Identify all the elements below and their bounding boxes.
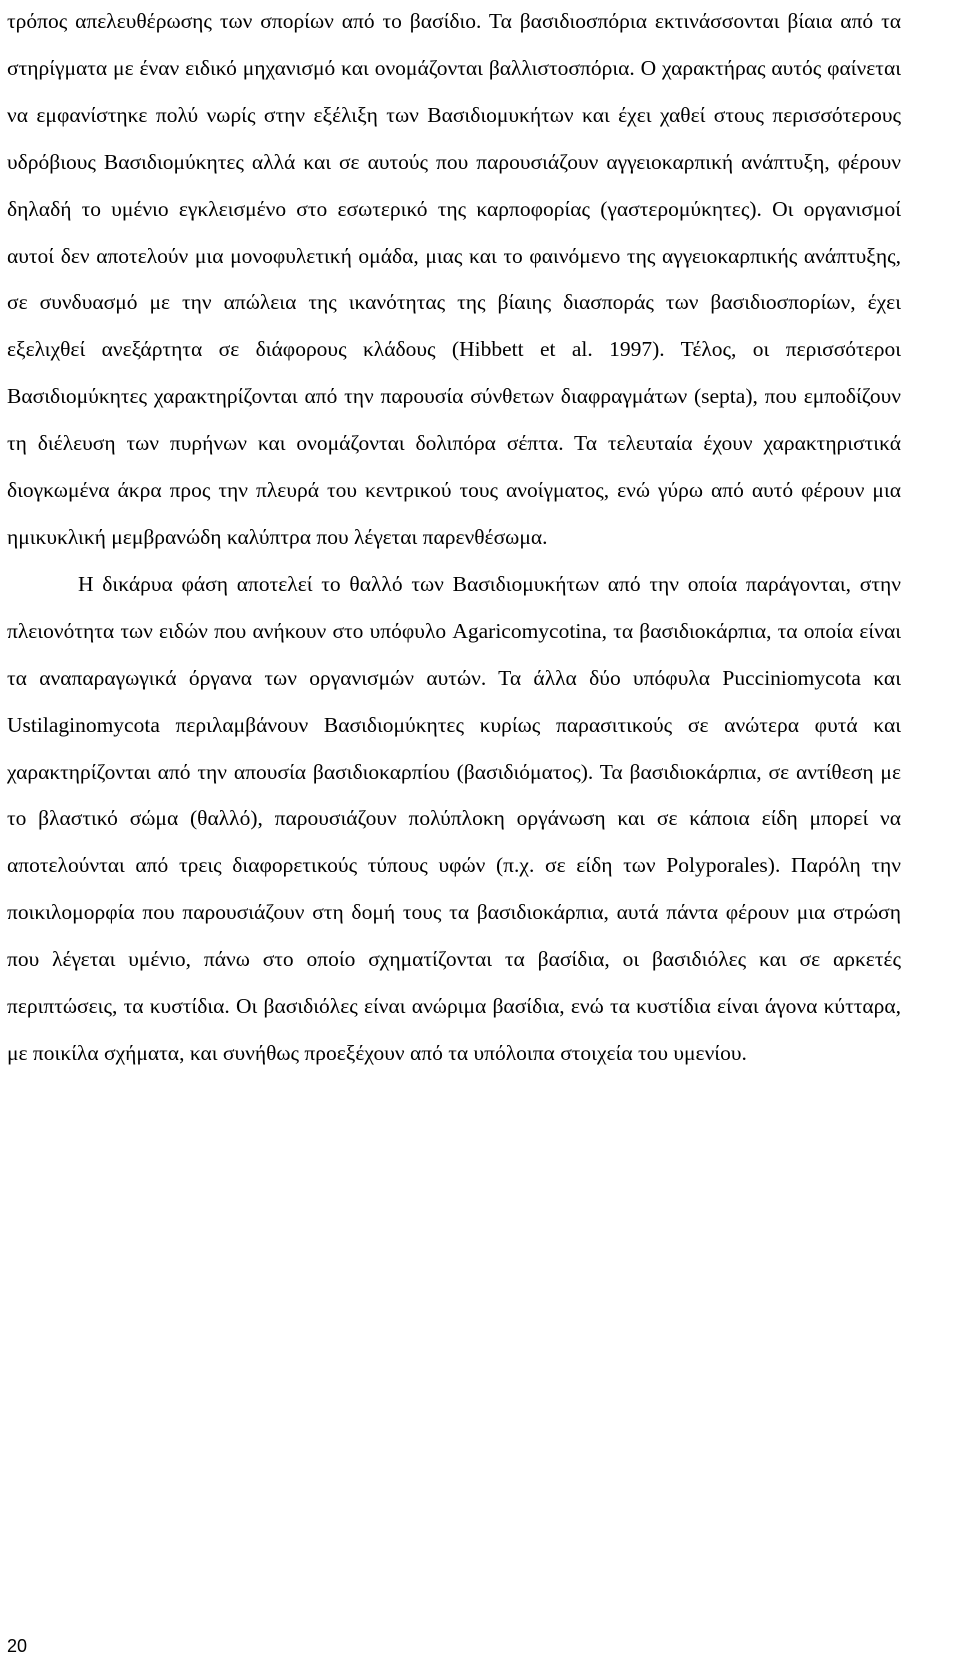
body-text: [7, 0, 901, 1077]
page-number: 20: [7, 1636, 28, 1656]
paragraph-continued: τρόπος απελευθέρωσης των σπορίων από το βασίδιο. Τα βασιδιοσπόρια εκτινάσσονται βίαια από τα στηρίγματα με έναν ειδικό μηχανισμό και ονομάζονται βαλλιστοσπόρια. Ο χαρακτήρας αυτός φαίνεται να εμφανίστηκε πολύ νωρίς στην εξέλιξη των Βασιδιομυκήτων και έχει χαθεί στους περισσότερους υδρόβιους Βασιδιομύκητες αλλά και σε αυτούς που παρουσιάζουν αγγειοκαρπική ανάπτυξη, φέρουν δηλαδή το υμένιο εγκλεισμένο στο εσωτερικό της καρποφορίας (γαστερομύκητες). Οι οργανισμοί αυτοί δεν αποτελούν μια μονοφυλετική ομάδα, μιας και το φαινόμενο της αγγειοκαρπικής ανάπτυξης, σε συνδυασμό με την απώλεια της ικανότητας της βίαιης διασποράς των βασιδιοσπορίων, έχει εξελιχθεί ανεξάρτητα σε διάφορους κλάδους (Hibbett et al. 1997). Τέλος, οι περισσότεροι Βασιδιομύκητες χαρακτηρίζονται από την παρουσία σύνθετων διαφραγμάτων (septa), που εμποδίζουν τη διέλευση των πυρήνων και ονομάζονται δολιπόρα σέπτα. Τα τελευταία έχουν χαρακτηριστικά διογκωμένα άκρα προς την πλευρά του κεντρικού τους ανοίγματος, ενώ γύρω από αυτό φέρουν μια ημικυκλική μεμβρανώδη καλύπτρα που λέγεται παρενθέσωμα.: [7, 9, 901, 549]
paragraph-dikaryotic-phase: Η δικάρυα φάση αποτελεί το θαλλό των Βασιδιομυκήτων από την οποία παράγονται, στην πλειονότητα των ειδών που ανήκουν στο υπόφυλο Agaricomycotina, τα βασιδιοκάρπια, τα οποία είναι τα αναπαραγωγικά όργανα των οργανισμών αυτών. Τα άλλα δύο υπόφυλα Pucciniomycota και Ustilaginomycota περιλαμβάνουν Βασιδιομύκητες κυρίως παρασιτικούς σε ανώτερα φυτά και χαρακτηρίζονται από την απουσία βασιδιοκαρπίου (βασιδιόματος). Τα βασιδιοκάρπια, σε αντίθεση με το βλαστικό σώμα (θαλλό), παρουσιάζουν πολύπλοκη οργάνωση και σε κάποια είδη μπορεί να αποτελούνται από τρεις διαφορετικούς τύπους υφών (π.χ. σε είδη των Polyporales). Παρόλη την ποικιλομορφία που παρουσιάζουν στη δομή τους τα βασιδιοκάρπια, αυτά πάντα φέρουν μια στρώση που λέγεται υμένιο, πάνω στο οποίο σχηματίζονται τα βασίδια, οι βασιδιόλες και σε αρκετές περιπτώσεις, τα κυστίδια. Οι βασιδιόλες είναι ανώριμα βασίδια, ενώ τα κυστίδια είναι άγονα κύτταρα, με ποικίλα σχήματα, και συνήθως προεξέχουν από τα υπόλοιπα στοιχεία του υμενίου.: [7, 571, 901, 1065]
